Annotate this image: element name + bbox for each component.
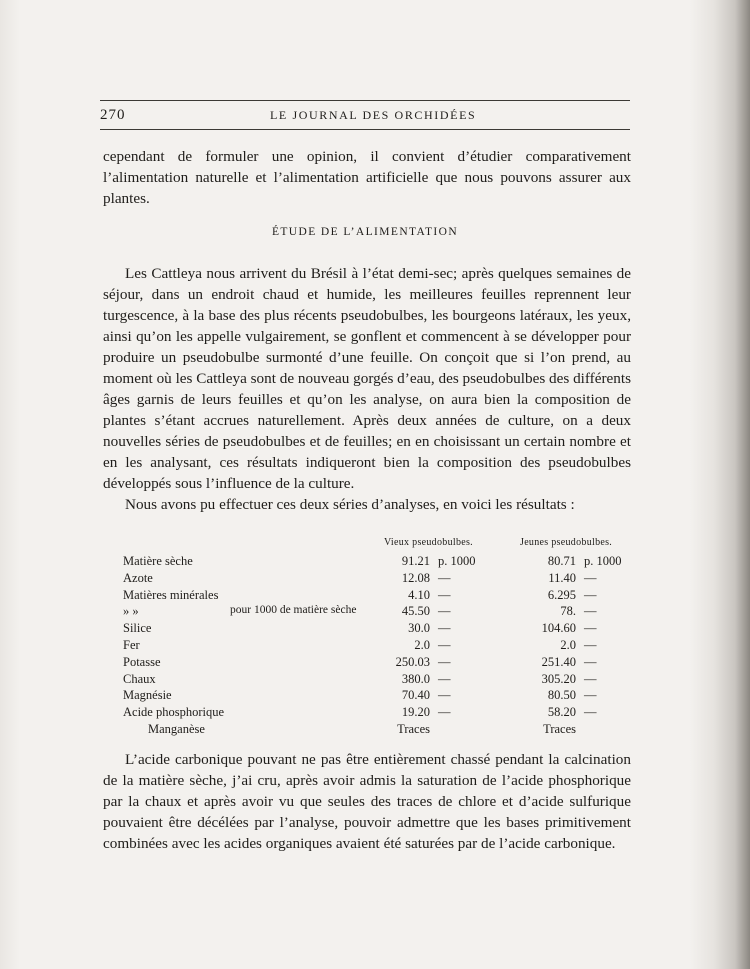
table-row: [120, 604, 640, 621]
column-header-old: Vieux pseudobulbes.: [384, 537, 473, 548]
value-young: 305.20: [541, 671, 576, 686]
table-row: [120, 554, 640, 571]
value-young: 251.40: [541, 654, 576, 669]
value-old: 4.10: [408, 587, 430, 602]
value-old: Traces: [397, 722, 430, 736]
row-label: Acide phosphorique: [123, 705, 225, 720]
value-old: 2.0: [414, 638, 430, 652]
paragraph-body: [103, 263, 631, 515]
paragraph-conclusion: L’acide carbonique pouvant ne pas être entièrement chassé pendant la calcination de la matière sèche, j’ai cru, après avoir admis la saturation de l’acide phosphorique par la chaux et après avoir vu que seules des traces de chlore et d’acide sulfurique pouvaient être décélées par l’analyse, pouvoir admettre que les bases primitivement combinées avec les acides organiques avaient été saturées par de l’acide carbonique.: [103, 751, 631, 852]
unit-young: —: [584, 638, 597, 652]
value-young: 11.40: [548, 570, 576, 585]
value-young: 80.50: [547, 688, 576, 703]
page-number: 270: [100, 107, 126, 123]
page-left-shadow: [0, 0, 20, 969]
unit-old: —: [438, 705, 451, 720]
table-row: [120, 571, 640, 588]
column-header-young: Jeunes pseudobulbes.: [520, 537, 613, 548]
table-row: [120, 705, 640, 722]
journal-title: LE JOURNAL DES ORCHIDÉES: [270, 108, 477, 122]
paragraph-results-intro: Nous avons pu effectuer ces deux séries d’analyses, en voici les résultats :: [125, 496, 575, 513]
unit-young: —: [584, 570, 597, 585]
table-row: [120, 722, 640, 739]
unit-young: p. 1000: [584, 554, 622, 568]
table-row: [120, 672, 640, 689]
value-young: 6.295: [547, 587, 576, 602]
table-row: [120, 621, 640, 638]
unit-young: —: [584, 688, 597, 703]
value-old: 380.0: [401, 671, 430, 686]
unit-old: —: [438, 654, 451, 669]
page-right-edge: [690, 0, 750, 969]
table-row: [120, 655, 640, 672]
value-old: 12.08: [401, 570, 430, 585]
row-label: Magnésie: [123, 688, 172, 703]
value-old: 45.50: [401, 604, 430, 619]
unit-old: —: [438, 671, 451, 686]
row-label: » »: [123, 604, 139, 619]
value-old: 70.40: [401, 688, 430, 703]
unit-old: —: [438, 688, 451, 703]
unit-young: —: [584, 604, 597, 619]
unit-old: —: [438, 621, 451, 636]
value-young: Traces: [543, 722, 576, 736]
unit-young: —: [584, 705, 597, 720]
value-old: 19.20: [401, 705, 430, 720]
row-label: Chaux: [123, 671, 156, 686]
row-label: Potasse: [123, 654, 161, 669]
unit-old: —: [438, 587, 451, 602]
paragraph-cattleya: Les Cattleya nous arrivent du Brésil à l’état demi-sec; après quelques semaines de séjour, dans un endroit chaud et humide, les meilleures feuilles reprennent leur turgescence, à la base des plus récents pseudobulbes, les bourgeons latéraux, les yeux, ainsi qu’on les appelle vulgairement, se gonflent et commencent à se développer pour produire un pseudobulbe surmonté d’une feuille. On conçoit que si l’on prend, au moment où les Cattleya sont de nouveau gorgés d’eau, des pseudobulbes des différents âges garnis de leurs feuilles et qu’on les analyse, on aura bien la composition de plantes s’étant accrues naturellement. Après deux années de culture, on a deux nouvelles séries de pseudobulbes et de feuilles; en en choisissant un certain nombre et en les analysant, ces résultats indiqueront bien la composition des pseudobulbes développés sous l’influence de la culture.: [103, 265, 631, 492]
row-label: Fer: [123, 638, 140, 652]
table-row: [120, 638, 640, 655]
unit-young: —: [584, 654, 597, 669]
paragraph-intro: cependant de formuler une opinion, il convient d’étudier comparativement l’alimentation naturelle et l’alimentation artificielle que nous pouvons assurer aux plantes.: [103, 148, 631, 207]
unit-young: —: [584, 587, 597, 602]
unit-old: —: [438, 570, 451, 585]
row-label: Azote: [123, 570, 153, 585]
analysis-table: [120, 535, 640, 735]
value-young: 58.20: [547, 705, 576, 720]
header-rule-top: [100, 100, 630, 101]
value-young: 78.: [560, 604, 576, 619]
unit-young: —: [584, 671, 597, 686]
row-label: Matières minérales: [123, 587, 219, 602]
header-rule-bottom: [100, 129, 630, 130]
unit-old: p. 1000: [438, 554, 476, 568]
value-young: 2.0: [560, 638, 576, 652]
row-label: Matière sèche: [123, 554, 193, 568]
unit-old: —: [438, 638, 451, 652]
value-old: 250.03: [395, 654, 430, 669]
row-note: pour 1000 de matière sèche: [230, 604, 357, 617]
value-old: 30.0: [408, 621, 430, 636]
table-row: [120, 688, 640, 705]
unit-old: —: [438, 604, 451, 619]
table-row: [120, 588, 640, 605]
running-head: [100, 104, 630, 126]
value-young: 104.60: [541, 621, 576, 636]
section-title: ÉTUDE DE L’ALIMENTATION: [271, 226, 459, 238]
unit-young: —: [584, 621, 597, 636]
value-old: 91.21: [401, 554, 430, 568]
row-label: Silice: [123, 621, 152, 636]
row-label: Manganèse: [148, 722, 205, 736]
value-young: 80.71: [547, 554, 576, 568]
